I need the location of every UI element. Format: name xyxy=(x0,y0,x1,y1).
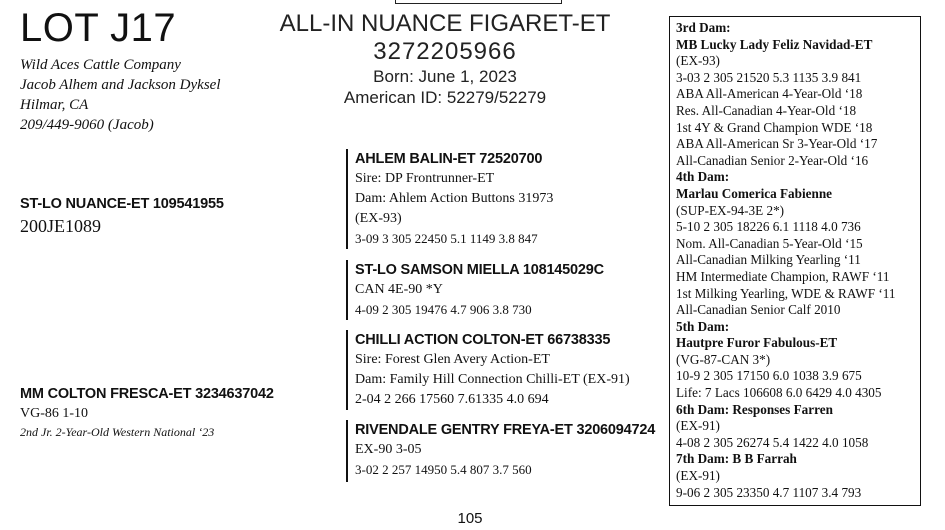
pedigree-line: (SUP-EX-94-3E 2*) xyxy=(676,202,785,218)
pedigree-line: (VG-87-CAN 3*) xyxy=(676,351,771,367)
consignor-line: Hilmar, CA xyxy=(20,97,89,113)
consignor-line: 209/449-9060 (Jacob) xyxy=(20,117,154,133)
pedigree-heading: 3rd Dam: xyxy=(676,20,731,35)
page-number: 105 xyxy=(457,510,483,527)
pedigree-line: 5-10 2 305 18226 6.1 1118 4.0 736 xyxy=(676,219,861,235)
lot-number: LOT J17 xyxy=(20,6,177,50)
birth-date: Born: June 1, 2023 xyxy=(373,67,517,86)
registration-number: 3272205966 xyxy=(373,38,517,65)
grandparent-record: 4-09 2 305 19476 4.7 906 3.8 730 xyxy=(355,302,532,317)
sire-name: ST-LO NUANCE-ET 109541955 xyxy=(20,196,224,212)
grandparent-line: Dam: Ahlem Action Buttons 31973 xyxy=(355,191,554,206)
pedigree-line: (EX-91) xyxy=(676,468,720,484)
pedigree-heading: 5th Dam: xyxy=(676,318,730,334)
pedigree-line: 3-03 2 305 21520 5.3 1135 3.9 841 xyxy=(676,69,862,85)
maternal-grandsire xyxy=(346,330,630,410)
pedigree-line: 1st Milking Yearling, WDE & RAWF ‘11 xyxy=(676,285,896,301)
top-divider-line xyxy=(395,0,562,4)
grandparent-line: Dam: Family Hill Connection Chilli-ET (EX-91) xyxy=(355,372,630,387)
pedigree-heading: Hautpre Furor Fabulous-ET xyxy=(676,335,838,351)
pedigree-line: All-Canadian Senior 2-Year-Old ‘16 xyxy=(676,152,869,168)
paternal-granddam xyxy=(346,260,604,320)
sire-block xyxy=(20,196,224,237)
grandparent-line: EX-90 3-05 xyxy=(355,442,422,457)
pedigree-heading: 6th Dam: Responses Farren xyxy=(676,401,833,417)
consignor-info xyxy=(20,55,221,135)
pedigree-line: (EX-91) xyxy=(676,418,720,434)
pedigree-heading: 7th Dam: B B Farrah xyxy=(676,451,797,467)
grandparent-line: (EX-93) xyxy=(355,211,402,226)
pedigree-line: Nom. All-Canadian 5-Year-Old ‘15 xyxy=(676,235,863,251)
pedigree-line: 1st 4Y & Grand Champion WDE ‘18 xyxy=(676,119,873,135)
pedigree-line: Life: 7 Lacs 106608 6.0 6429 4.0 4305 xyxy=(676,385,882,401)
pedigree-line: 10-9 2 305 17150 6.0 1038 3.9 675 xyxy=(676,368,862,384)
pedigree-line: 9-06 2 305 23350 4.7 1107 3.4 793 xyxy=(676,484,862,500)
grandparent-record: 3-09 3 305 22450 5.1 1149 3.8 847 xyxy=(355,231,538,246)
pedigree-heading: Marlau Comerica Fabienne xyxy=(676,185,833,201)
consignor-line: Jacob Alhem and Jackson Dyksel xyxy=(20,77,221,93)
pedigree-line: (EX-93) xyxy=(676,53,720,69)
grandsire-name: CHILLI ACTION COLTON-ET 66738335 xyxy=(355,332,611,348)
pedigree-line: ABA All-American 4-Year-Old ‘18 xyxy=(676,86,863,102)
dam-award: 2nd Jr. 2-Year-Old Western National ‘23 xyxy=(20,425,215,439)
grandparent-record: 3-02 2 257 14950 5.4 807 3.7 560 xyxy=(355,462,532,477)
grandparent-line: Sire: DP Frontrunner-ET xyxy=(355,171,495,186)
grandparent-line: CAN 4E-90 *Y xyxy=(355,282,443,297)
pedigree-line: Res. All-Canadian 4-Year-Old ‘18 xyxy=(676,102,857,118)
american-id: American ID: 52279/52279 xyxy=(343,88,547,107)
pedigree-line: All-Canadian Senior Calf 2010 xyxy=(676,302,841,318)
pedigree-line: ABA All-American Sr 3-Year-Old ‘17 xyxy=(676,136,878,152)
granddam-name: ST-LO SAMSON MIELLA 108145029C xyxy=(355,262,604,278)
grandparent-line: Sire: Forest Glen Avery Action-ET xyxy=(355,352,550,367)
pedigree-line: 4-08 2 305 26274 5.4 1422 4.0 1058 xyxy=(676,434,869,450)
extended-pedigree-box xyxy=(669,16,921,506)
dam-name: MM COLTON FRESCA-ET 3234637042 xyxy=(20,386,274,402)
pedigree-heading: 4th Dam: xyxy=(676,169,730,185)
pedigree-line: HM Intermediate Champion, RAWF ‘11 xyxy=(676,268,890,284)
animal-header xyxy=(265,10,625,108)
sire-code: 200JE1089 xyxy=(20,216,101,236)
dam-classification: VG-86 1-10 xyxy=(20,406,89,421)
paternal-grandsire xyxy=(346,149,553,249)
consignor-line: Wild Aces Cattle Company xyxy=(20,57,181,73)
dam-block xyxy=(20,386,274,440)
pedigree-heading: MB Lucky Lady Feliz Navidad-ET xyxy=(676,36,873,52)
pedigree-line: All-Canadian Milking Yearling ‘11 xyxy=(676,252,861,268)
grandsire-name: AHLEM BALIN-ET 72520700 xyxy=(355,151,543,167)
granddam-name: RIVENDALE GENTRY FREYA-ET 3206094724 xyxy=(355,422,656,438)
animal-name: ALL-IN NUANCE FIGARET-ET xyxy=(279,10,611,37)
grandparent-record: 2-04 2 266 17560 7.61335 4.0 694 xyxy=(355,392,549,407)
maternal-granddam xyxy=(346,420,655,482)
